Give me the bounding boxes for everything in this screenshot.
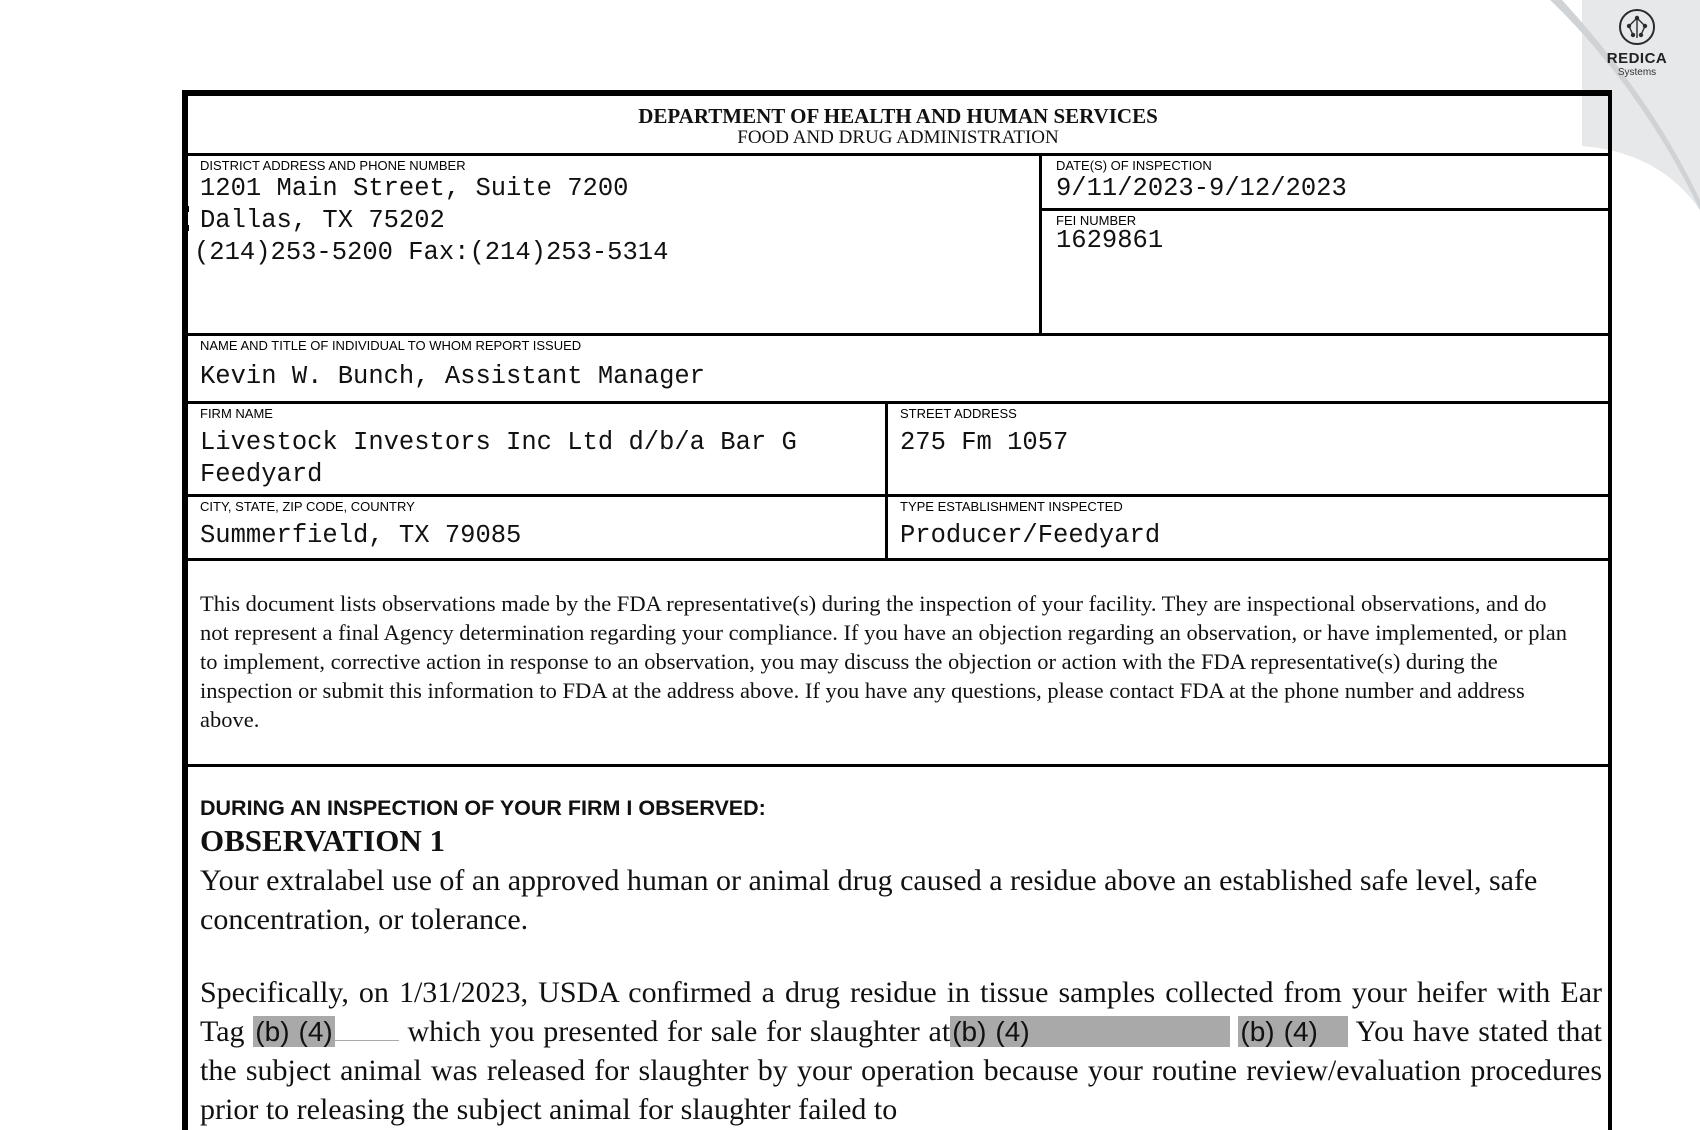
redaction-box: (b) (4): [950, 1016, 1229, 1047]
spec-text-2: which you presented for sale for slaughter at: [398, 1015, 951, 1048]
district-cell: [188, 156, 1042, 333]
city-cell: [188, 497, 888, 558]
district-address: [194, 173, 1027, 269]
disclaimer-section: [188, 561, 1608, 767]
inspection-dates-label: DATE(S) OF INSPECTION: [1056, 158, 1212, 173]
city-row: [188, 497, 1608, 561]
fei-value: 1629861: [1056, 226, 1164, 255]
fei-cell: [1042, 211, 1608, 333]
redica-logo-icon: [1618, 8, 1656, 46]
inspection-dates-cell: [1042, 156, 1608, 211]
firm-label: FIRM NAME: [200, 406, 273, 421]
establishment-cell: [888, 497, 1608, 558]
firm-row: [188, 404, 1608, 497]
observations-intro: DURING AN INSPECTION OF YOUR FIRM I OBSERVED:: [200, 796, 766, 820]
street-cell: [888, 404, 1608, 494]
observations-section: [188, 767, 1608, 1129]
city-value: Summerfield, TX 79085: [200, 521, 522, 550]
district-line-1: 1201 Main Street, Suite 7200: [200, 174, 629, 203]
spec-text-3: You have stated that the subject animal was released for slaughter by your operation because your routine review/evaluation procedures prior to releasing the subject animal for slaughter failed to: [200, 1015, 1602, 1126]
agency-title: FOOD AND DRUG ADMINISTRATION: [737, 127, 1059, 148]
redica-logo: [1582, 8, 1692, 78]
recipient-label: NAME AND TITLE OF INDIVIDUAL TO WHOM REPORT ISSUED: [200, 338, 582, 353]
city-label: CITY, STATE, ZIP CODE, COUNTRY: [200, 499, 415, 514]
observation-title: OBSERVATION 1: [200, 823, 445, 858]
establishment-value: Producer/Feedyard: [900, 521, 1161, 550]
redaction-box: (b) (4): [1238, 1016, 1347, 1047]
fei-label: FEI NUMBER: [1056, 213, 1137, 228]
recipient-cell: [188, 336, 1608, 401]
department-title: DEPARTMENT OF HEALTH AND HUMAN SERVICES: [638, 104, 1158, 128]
firm-value: Livestock Investors Inc Ltd d/b/a Bar G Feedyard: [200, 428, 797, 489]
establishment-label: TYPE ESTABLISHMENT INSPECTED: [900, 499, 1123, 514]
recipient-value: Kevin W. Bunch, Assistant Manager: [200, 362, 705, 391]
redaction-box: (b) (4): [255, 1016, 333, 1047]
logo-subtitle: Systems: [1617, 67, 1657, 78]
firm-cell: [188, 404, 888, 494]
disclaimer-text: This document lists observations made by the FDA representative(s) during the inspection of your facility. They are inspectional observations, and do not represent a final Agency determination regarding your compliance. If you have an objection regarding an observation, or have implemented, or plan to implement, corrective action in response to an observation, you may discuss the objection or action with the FDA representative(s) during the inspection or submit this information to FDA at the address above. If you have any questions, please contact FDA at the phone number and address above.: [200, 591, 1568, 732]
district-line-2: Dallas, TX 75202: [200, 206, 445, 235]
district-phone: (214)253-5200 Fax:(214)253-5314: [194, 238, 669, 267]
inspection-dates-value: 9/11/2023-9/12/2023: [1056, 174, 1347, 203]
observation-summary: Your extralabel use of an approved human or animal drug caused a residue above an established safe level, safe concentration, or tolerance.: [200, 864, 1538, 936]
fda-483-form: [182, 90, 1612, 1130]
district-label: DISTRICT ADDRESS AND PHONE NUMBER: [200, 158, 466, 173]
spec-text-1: Specifically, on 1/31/2023, USDA confirmed a drug residue in tissue samples collected from your heifer with Ear Tag: [200, 976, 1602, 1048]
street-label: STREET ADDRESS: [900, 406, 1017, 421]
observation-specifics: [200, 973, 1602, 1129]
form-header: [188, 96, 1608, 156]
logo-name: REDICA: [1606, 50, 1668, 67]
street-value: 275 Fm 1057: [900, 428, 1069, 457]
recipient-row: [188, 336, 1608, 404]
inspection-info-cell: [1042, 156, 1608, 333]
district-row: [188, 156, 1608, 336]
